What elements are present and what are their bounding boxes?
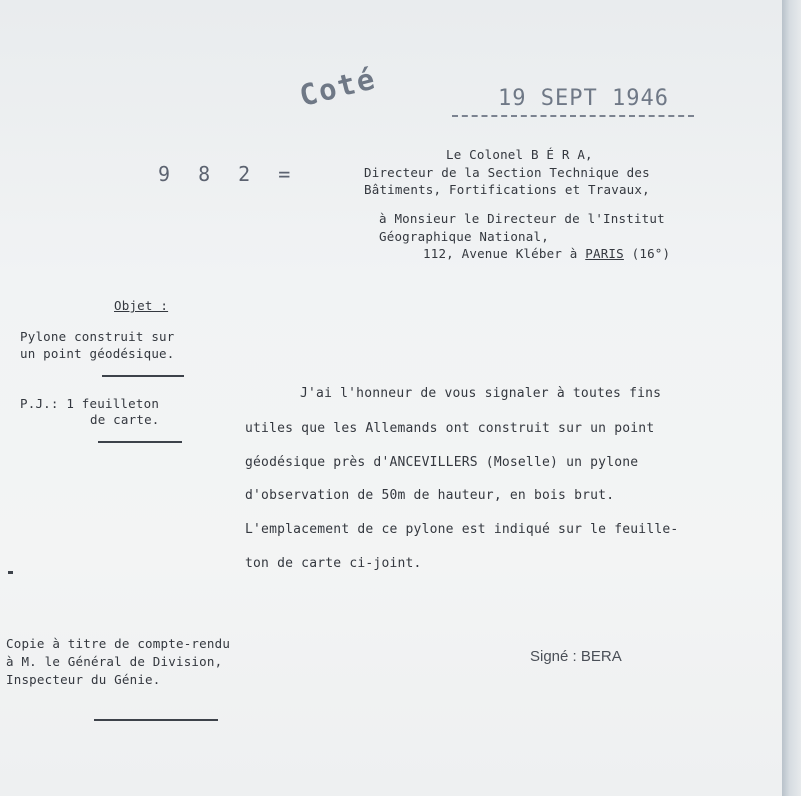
objet-rule <box>102 375 184 377</box>
recipient-line-2: Géographique National, <box>379 229 549 244</box>
recipient-city: PARIS <box>585 246 624 261</box>
sender-line-2: Directeur de la Section Technique des <box>364 165 650 180</box>
body-line-2: utiles que les Allemands ont construit sur un point <box>245 421 655 436</box>
body-line-4: d'observation de 50m de hauteur, en bois brut. <box>245 488 615 503</box>
body-line-3: géodésique près d'ANCEVILLERS (Moselle) un pylone <box>245 455 639 470</box>
pj-line-2: de carte. <box>90 412 160 427</box>
recipient-line-1: à Monsieur le Directeur de l'Institut <box>379 211 665 226</box>
objet-line-2: un point géodésique. <box>20 346 175 361</box>
body-line-5: L'emplacement de ce pylone est indiqué sur le feuille- <box>245 522 679 537</box>
copy-rule <box>94 719 218 721</box>
recipient-line-3: 112, Avenue Kléber à PARIS (16°) <box>423 246 671 261</box>
pj-line-1: P.J.: 1 feuilleton <box>20 396 160 411</box>
copy-line-1: Copie à titre de compte-rendu <box>6 636 231 651</box>
objet-label: Objet : <box>114 298 169 313</box>
sender-line-3: Bâtiments, Fortifications et Travaux, <box>364 182 650 197</box>
cote-stamp: Coté <box>296 61 380 113</box>
body-line-6: ton de carte ci-joint. <box>245 556 422 571</box>
margin-mark <box>8 571 13 574</box>
body-line-1: J'ai l'honneur de vous signaler à toutes fins <box>300 386 662 401</box>
sender-line-1: Le Colonel B É R A, <box>446 147 593 162</box>
copy-line-2: à M. le Général de Division, <box>6 654 223 669</box>
signature: Signé : BERA <box>530 648 622 665</box>
page-edge <box>782 0 801 796</box>
pj-rule <box>98 441 182 443</box>
date-dashed-line <box>452 115 694 117</box>
date-stamp: 19 SEPT 1946 <box>498 86 669 111</box>
registration-number: 9 8 2 = <box>158 162 299 186</box>
copy-line-3: Inspecteur du Génie. <box>6 672 161 687</box>
objet-line-1: Pylone construit sur <box>20 329 175 344</box>
